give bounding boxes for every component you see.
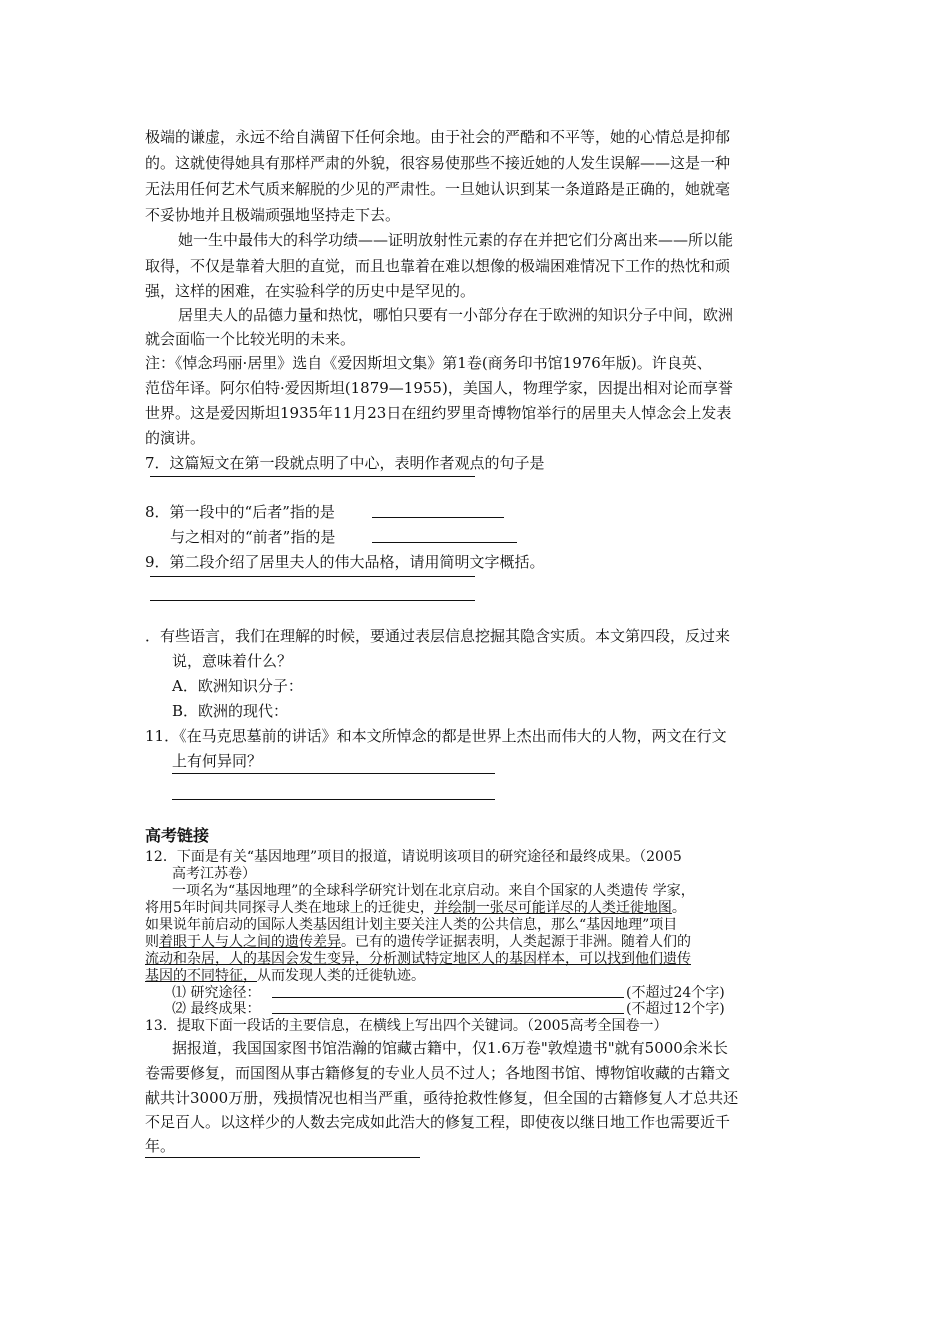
answer-line[interactable] bbox=[150, 476, 475, 477]
note-line: 注：《悼念玛丽·居里》选自《爱因斯坦文集》第1卷(商务印书馆1976年版)。许良英、 bbox=[145, 354, 712, 372]
answer-label-1: ⑴ 研究途径： bbox=[172, 985, 261, 1001]
underlined-text: 并绘制一张尽可能详尽的人类迁徙地图 bbox=[433, 900, 672, 916]
essay-line: 极端的谦虚，永远不给自满留下任何余地。由于社会的严酷和不平等，她的心情总是抑郁 bbox=[145, 128, 731, 146]
passage-text: 则 bbox=[145, 934, 159, 950]
answer-line[interactable] bbox=[150, 576, 475, 577]
answer-limit-2: (不超过12个字) bbox=[626, 1001, 725, 1017]
answer-line[interactable] bbox=[272, 1013, 624, 1014]
answer-line[interactable] bbox=[150, 600, 475, 601]
question-12: 12．下面是有关“基因地理”项目的报道，请说明该项目的研究途径和最终成果。（2005 bbox=[145, 849, 682, 865]
question-13: 13．提取下面一段话的主要信息，在横线上写出四个关键词。（2005高考全国卷一） bbox=[145, 1018, 668, 1034]
question-10-a: A．欧洲知识分子： bbox=[172, 677, 303, 695]
answer-line[interactable] bbox=[372, 517, 504, 518]
underlined-text: 流动和杂居，人的基因会发生变异 bbox=[145, 951, 355, 967]
question-11: 11．《在马克思墓前的讲话》和本文所悼念的都是世界上杰出而伟大的人物，两文在行文 bbox=[145, 727, 727, 745]
underlined-text: 基因的不同特征， bbox=[145, 968, 257, 984]
question-12-cont: 高考江苏卷） bbox=[172, 866, 256, 882]
underlined-text: ，分析测试特定地区人的基因样本，可以找到他们遗传 bbox=[355, 951, 691, 967]
answer-line[interactable] bbox=[172, 799, 495, 800]
passage-text: 将用5年时间共同探寻人类在地球上的迁徙史， bbox=[145, 900, 434, 916]
underlined-text: 着眼于人与人之间的遗传差异 bbox=[159, 934, 341, 950]
passage-line: 如果说年前启动的国际人类基因组计划主要关注人类的公共信息，那么“基因地理”项目 bbox=[145, 917, 678, 933]
passage-line: 不足百人。以这样少的人数去完成如此浩大的修复工程，即使夜以继日地工作也需要近千 bbox=[145, 1113, 731, 1131]
question-10: ．有些语言，我们在理解的时候，要通过表层信息挖掘其隐含实质。本文第四段，反过来 bbox=[145, 627, 731, 645]
essay-line: 居里夫人的品德力量和热忱，哪怕只要有一小部分存在于欧洲的知识分子中间，欧洲 bbox=[178, 306, 734, 324]
question-11-cont: 上有何异同？ bbox=[172, 752, 263, 770]
essay-line: 她一生中最伟大的科学功绩——证明放射性元素的存在并把它们分离出来——所以能 bbox=[178, 231, 734, 249]
note-line: 世界。这是爱因斯坦1935年11月23日在纽约罗里奇博物馆举行的居里夫人悼念会上发表 bbox=[145, 404, 732, 422]
note-line: 范岱年译。阿尔伯特·爱因斯坦(1879—1955)，美国人，物理学家，因提出相对论而享誉 bbox=[145, 379, 733, 397]
essay-line: 的。这就使得她具有那样严肃的外貌，很容易使那些不接近她的人发生误解——这是一种 bbox=[145, 154, 731, 172]
passage-text: 从而发现人类的迁徙轨迹。 bbox=[257, 968, 425, 984]
note-line: 的演讲。 bbox=[145, 429, 206, 447]
essay-line: 不妥协地并且极端顽强地坚持走下去。 bbox=[145, 206, 401, 224]
passage-line: 卷需要修复，而国图从事古籍修复的专业人员不过人；各地图书馆、博物馆收藏的古籍文 bbox=[145, 1064, 731, 1082]
question-8a: 8．第一段中的“后者”指的是 bbox=[145, 503, 335, 521]
question-9: 9．第二段介绍了居里夫人的伟大品格，请用简明文字概括。 bbox=[145, 553, 545, 571]
section-heading: 高考链接 bbox=[145, 826, 210, 845]
passage-text: 。 bbox=[671, 900, 686, 916]
question-10-b: B．欧洲的现代： bbox=[172, 702, 289, 720]
essay-line: 无法用任何艺术气质来解脱的少见的严肃性。一旦她认识到某一条道路是正确的，她就毫 bbox=[145, 180, 731, 198]
question-10-cont: 说，意味着什么？ bbox=[172, 652, 293, 670]
essay-line: 强，这样的困难，在实验科学的历史中是罕见的。 bbox=[145, 282, 476, 300]
question-7: 7．这篇短文在第一段就点明了中心，表明作者观点的句子是 bbox=[145, 454, 545, 472]
question-8b: 与之相对的“前者”指的是 bbox=[170, 528, 336, 546]
answer-line[interactable] bbox=[145, 1157, 420, 1158]
passage-line: 一项名为“基因地理”的全球科学研究计划在北京启动。来自个国家的人类遗传 学家， bbox=[172, 883, 695, 899]
essay-line: 取得，不仅是靠着大胆的直觉，而且也靠着在难以想像的极端困难情况下工作的热忱和顽 bbox=[145, 257, 731, 275]
answer-label-2: ⑵ 最终成果： bbox=[172, 1001, 261, 1017]
passage-line: 据报道，我国国家图书馆浩瀚的馆藏古籍中，仅1.6万卷"敦煌遗书"就有5000余米长 bbox=[172, 1039, 728, 1057]
answer-line[interactable] bbox=[372, 542, 517, 543]
passage-line: 献共计3000万册，残损情况也相当严重，亟待抢救性修复，但全国的古籍修复人才总共还 bbox=[145, 1089, 739, 1107]
passage-text: 。已有的遗传学证据表明，人类起源于非洲。随着人们的 bbox=[341, 934, 691, 950]
answer-line[interactable] bbox=[272, 997, 624, 998]
answer-line[interactable] bbox=[172, 773, 495, 774]
answer-limit-1: (不超过24个字) bbox=[626, 985, 725, 1001]
passage-line: 年。 bbox=[145, 1137, 176, 1155]
essay-line: 就会面临一个比较光明的未来。 bbox=[145, 330, 356, 348]
